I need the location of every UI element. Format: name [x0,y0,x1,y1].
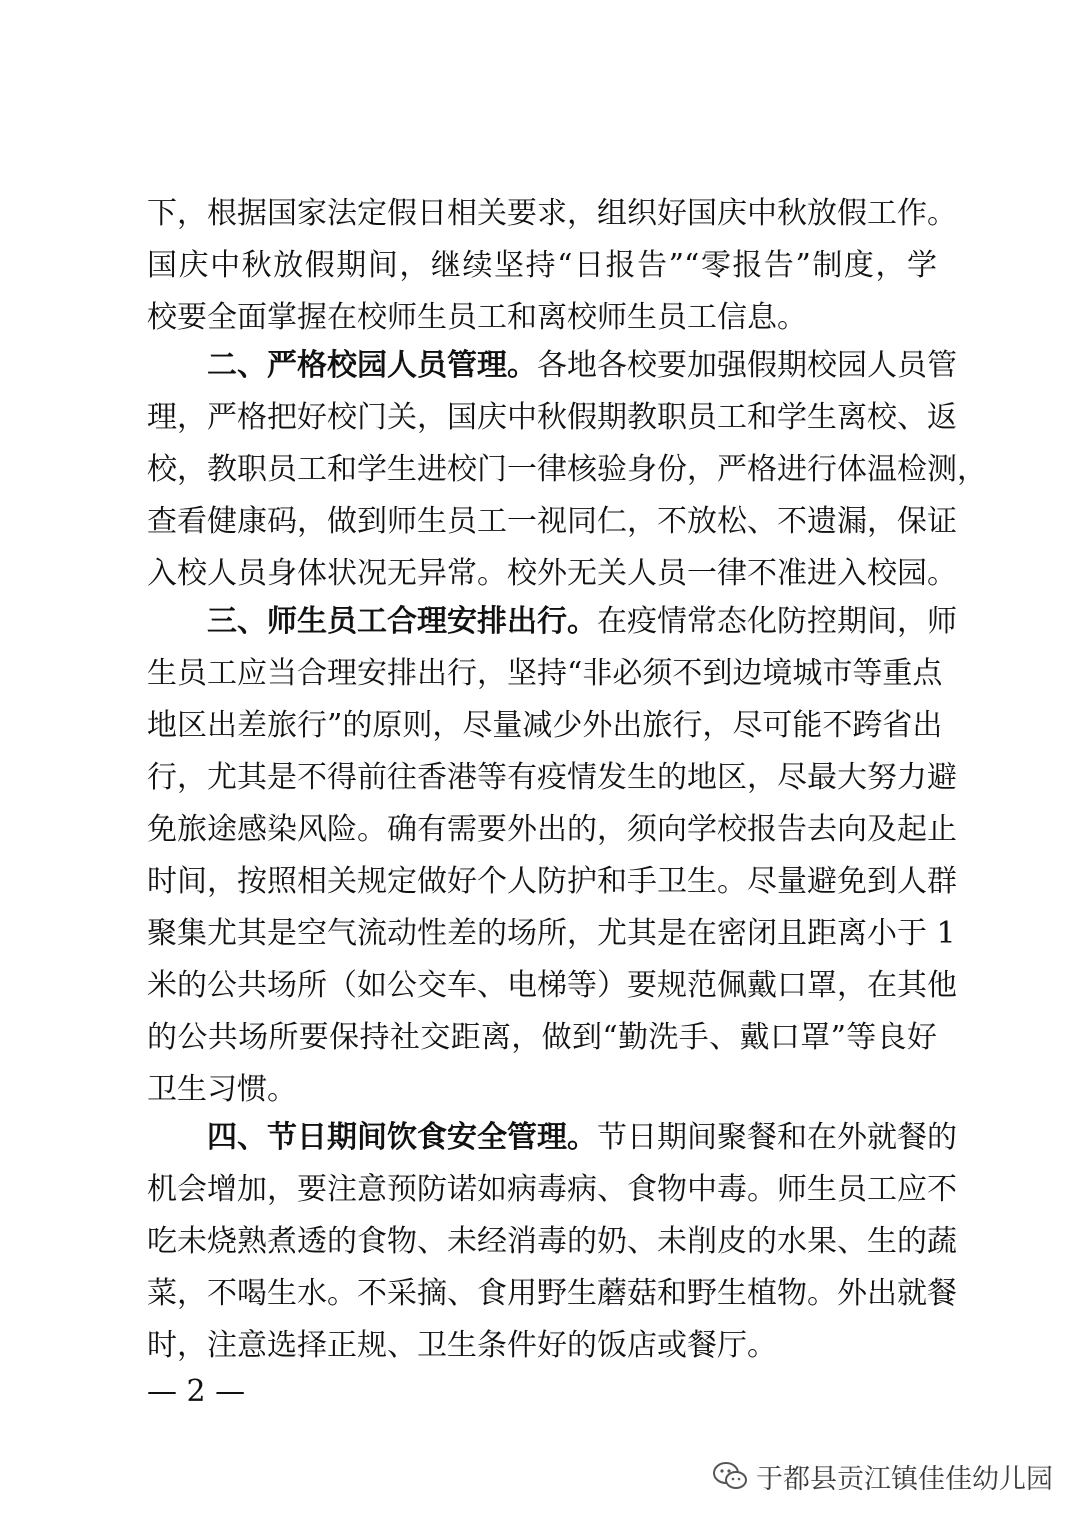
page-number: — 2 — [147,1374,246,1409]
body-line: 时间，按照相关规定做好个人防护和手卫生。尽量避免到人群 [147,864,957,899]
body-line: 菜，不喝生水。不采摘、食用野生蘑菇和野生植物。外出就餐 [147,1276,957,1311]
body-line: 查看健康码，做到师生员工一视同仁，不放松、不遗漏，保证 [147,504,957,539]
section-3-heading: 三、师生员工合理安排出行。 [207,604,597,639]
account-watermark [712,1456,1053,1496]
wechat-icon [712,1461,748,1491]
section-4-heading: 四、节日期间饮食安全管理。 [207,1120,597,1155]
body-line: 校要全面掌握在校师生员工和离校师生员工信息。 [147,300,807,335]
section-3-text: 在疫情常态化防控期间，师 [597,604,957,639]
body-line: 免旅途感染风险。确有需要外出的，须向学校报告去向及起止 [147,812,957,847]
body-line: 聚集尤其是空气流动性差的场所，尤其是在密闭且距离小于 1 [147,916,956,951]
section-4-first-line [207,1112,957,1164]
watermark-text: 于都县贡江镇佳佳幼儿园 [756,1463,1053,1495]
section-2-first-line [207,340,957,392]
body-line: 校，教职员工和学生进校门一律核验身份，严格进行体温检测， [147,452,987,487]
body-line: 生员工应当合理安排出行，坚持“非必须不到边境城市等重点 [147,656,943,691]
body-line: 机会增加，要注意预防诺如病毒病、食物中毒。师生员工应不 [147,1172,957,1207]
body-line: 行，尤其是不得前往香港等有疫情发生的地区，尽最大努力避 [147,760,957,795]
body-line: 米的公共场所（如公交车、电梯等）要规范佩戴口罩，在其他 [147,968,957,1003]
section-4-text: 节日期间聚餐和在外就餐的 [597,1120,957,1155]
body-line: 理，严格把好校门关，国庆中秋假期教职员工和学生离校、返 [147,400,957,435]
body-line: 国庆中秋放假期间，继续坚持“日报告”“零报告”制度，学 [147,248,937,283]
section-2-text: 各地各校要加强假期校园人员管 [537,348,957,383]
body-line: 入校人员身体状况无异常。校外无关人员一律不准进入校园。 [147,556,957,591]
section-2-heading: 二、严格校园人员管理。 [207,348,537,383]
body-line: 的公共场所要保持社交距离，做到“勤洗手、戴口罩”等良好 [147,1020,937,1055]
body-line: 卫生习惯。 [147,1072,297,1107]
body-line: 地区出差旅行”的原则，尽量减少外出旅行，尽可能不跨省出 [147,708,943,743]
section-3-first-line [207,596,957,648]
body-line: 时，注意选择正规、卫生条件好的饭店或餐厅。 [147,1328,777,1363]
body-line: 下，根据国家法定假日相关要求，组织好国庆中秋放假工作。 [147,196,957,231]
body-line: 吃未烧熟煮透的食物、未经消毒的奶、未削皮的水果、生的蔬 [147,1224,957,1259]
